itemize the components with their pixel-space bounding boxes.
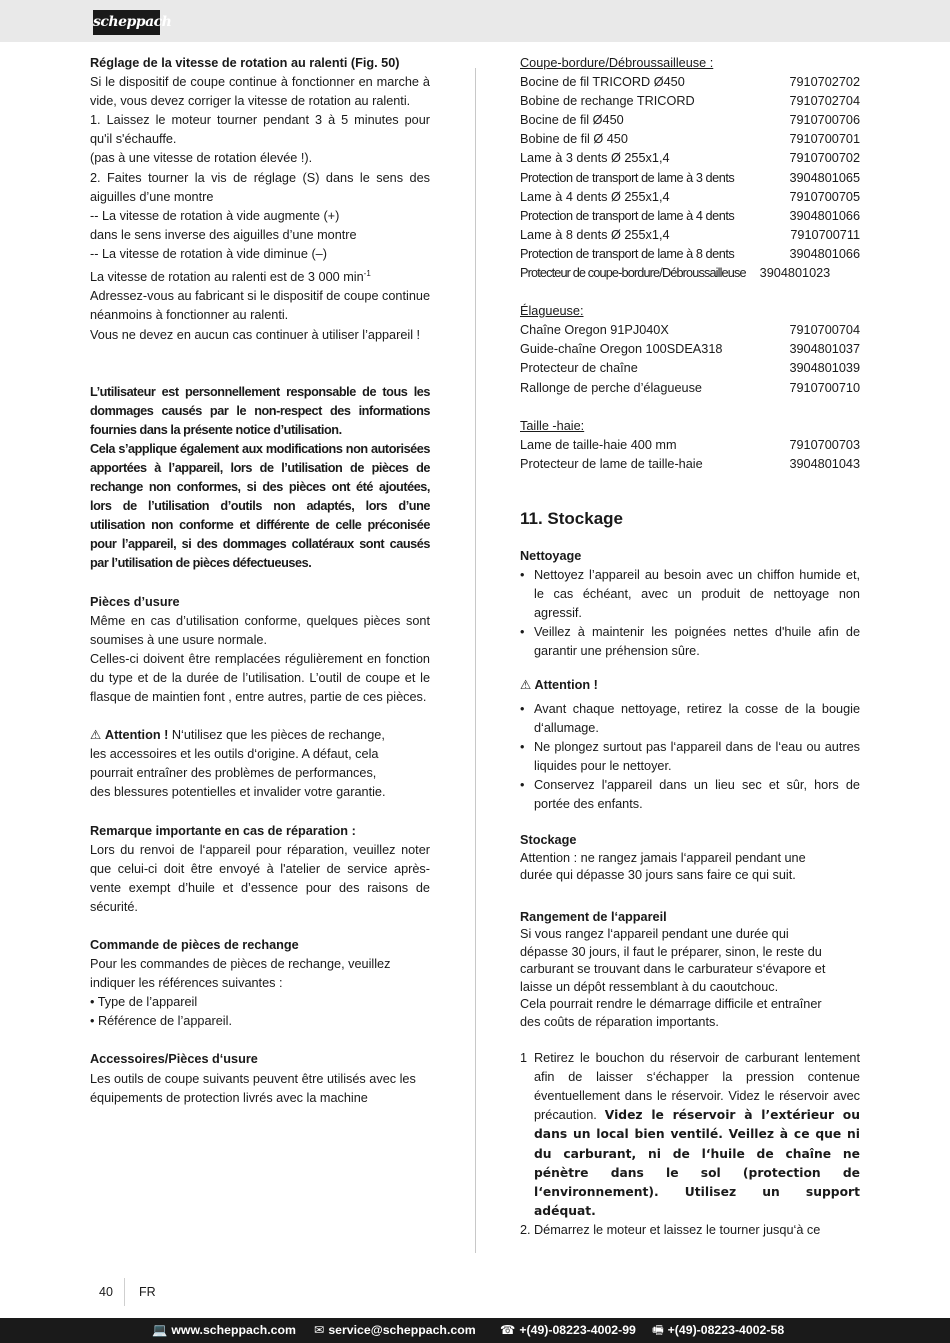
part-code: 7910700702 [789, 151, 860, 166]
list-item: • Avant chaque nettoyage, retirez la cosse de la bougie d‘allumage. [520, 700, 860, 738]
idle-contact-manufacturer: Adressez-vous au fabricant si le dispositif de coupe continue néanmoins à fonctionner au ralenti. [90, 289, 430, 323]
fax-info [652, 1318, 784, 1343]
website-text: www.scheppach.com [171, 1323, 296, 1337]
website-link[interactable] [152, 1318, 296, 1343]
attention-text-4: des blessures potentielles et invalider votre garantie. [90, 785, 386, 800]
rangement-line-6: des coûts de réparation importants. [520, 1014, 719, 1029]
pruner-parts-title: Élagueuse: [520, 304, 584, 319]
warning-triangle-icon: ⚠ [90, 728, 102, 743]
part-name: Protection de transport de lame à 8 dents [520, 246, 735, 261]
idle-increase: -- La vitesse de rotation à vide augmente (+) [90, 208, 340, 223]
liability-paragraph-2: Cela s’applique également aux modifications non autorisées apportées à l’appareil, lors de l’utilisation de pièces de rechange non conformes, si des pièces ont été ajoutées, lors de l’utilisation d’outils non adaptés, lors d’une utilisation non conforme et différente de celle préconisée pour l’appareil, si des dommages collatéraux sont causés par l’utilisation de pièces défectueuses. [90, 441, 430, 571]
part-row [520, 264, 860, 283]
hedge-parts-title: Taille -haie: [520, 418, 585, 433]
idle-rpm-text: La vitesse de rotation au ralenti est de 3 000 min [90, 270, 364, 285]
part-name: Protecteur de coupe-bordure/Débroussailleuse [520, 266, 746, 281]
part-row [520, 359, 860, 378]
step-bold-text: Videz le réservoir à l’extérieur ou dans un local bien ventilé. Veillez à ce que ni du carburant, ni de l‘huile de chaîne ne pénètre dans le sol (protection de l‘environnement). Utilisez un support adéquat. [534, 1108, 860, 1218]
order-parts-paragraph: Pour les commandes de pièces de rechange, veuillez indiquer les références suivantes : [90, 957, 391, 991]
part-code: 7910700705 [789, 189, 860, 204]
part-name: Lame de taille-haie 400 mm [520, 437, 677, 452]
idle-do-not-use: Vous ne devez en aucun cas continuer à utiliser l’appareil ! [90, 327, 421, 342]
attention-block [90, 726, 430, 745]
order-item-type: • Type de l’appareil [90, 995, 198, 1010]
part-name: Bocine de fil TRICORD Ø450 [520, 75, 685, 90]
part-name: Bobine de fil Ø 450 [520, 132, 628, 147]
stockage-line-2: durée qui dépasse 30 jours sans faire ce qui suit. [520, 868, 796, 883]
hedge-parts-list [520, 436, 860, 474]
part-code: 7910702702 [789, 75, 860, 90]
part-name: Guide-chaîne Oregon 100SDEA318 [520, 342, 723, 357]
part-code: 3904801039 [789, 361, 860, 376]
fax-icon: 🖷 [652, 1323, 664, 1337]
email-link[interactable] [314, 1318, 476, 1343]
part-code: 7910700704 [789, 323, 860, 338]
accessories-heading: Accessoires/Pièces d‘usure [90, 1052, 258, 1067]
part-name: Protecteur de chaîne [520, 361, 638, 376]
part-code: 3904801043 [789, 456, 860, 471]
repair-heading: Remarque importante en cas de réparation : [90, 823, 356, 838]
list-item: • Ne plongez surtout pas l‘appareil dans de l‘eau ou autres liquides pour le nettoyer. [520, 738, 860, 776]
step-number: 2. [520, 1222, 531, 1237]
storage-attention-list [520, 700, 860, 815]
rangement-line-4: laisse un dépôt ressemblant à du caoutchouc. [520, 979, 779, 994]
part-row [520, 73, 860, 92]
part-row [520, 111, 860, 130]
part-row [520, 149, 860, 168]
attention-label: Attention ! [104, 728, 169, 743]
header-bar [0, 0, 950, 42]
pruner-parts-list [520, 321, 860, 397]
attention-text-1: N‘utilisez que les pièces de rechange, [168, 728, 385, 743]
part-code: 3904801066 [789, 246, 860, 261]
part-code: 7910700706 [789, 113, 860, 128]
accessories-paragraph: Les outils de coupe suivants peuvent être utilisés avec les équipements de protection livrés avec la machine [90, 1071, 416, 1105]
attention-text-2: les accessoires et les outils d‘origine. A défaut, cela [90, 747, 379, 762]
storage-attention-heading [520, 676, 860, 695]
order-item-reference: • Référence de l’appareil. [90, 1014, 232, 1029]
list-item: • Veillez à maintenir les poignées nettes d'huile afin de garantir une préhension sûre. [520, 623, 860, 661]
part-row [520, 321, 860, 340]
part-name: Lame à 8 dents Ø 255x1,4 [520, 227, 670, 242]
left-column [90, 54, 430, 1108]
idle-step-1-note: (pas à une vitesse de rotation élevée !). [90, 151, 313, 166]
part-name: Bocine de fil Ø450 [520, 113, 624, 128]
wear-parts-p2: Celles-ci doivent être remplacées régulièrement en fonction du type et de la durée de l’utilisation. L’outil de coupe et le flasque de maintien font , entre autres, partie de ces pièces. [90, 651, 430, 705]
idle-step-2: 2. Faites tourner la vis de réglage (S) dans le sens des aiguilles d’une montre [90, 170, 430, 204]
idle-speed-heading: Réglage de la vitesse de rotation au ralenti (Fig. 50) [90, 56, 400, 70]
list-item: • Conservez l'appareil dans un lieu sec et sûr, hors de portée des enfants. [520, 776, 860, 814]
part-code: 7910700710 [789, 380, 860, 395]
repair-paragraph: Lors du renvoi de l‘appareil pour réparation, veuillez noter que celui-ci doit être envoyé à l'atelier de service après-vente exempt d’huile et d’essence pour des raisons de sécurité. [90, 842, 430, 914]
rangement-line-3: carburant se trouvant dans le carburateur s‘évapore et [520, 962, 826, 977]
part-row [520, 455, 860, 474]
storage-section-title: 11. Stockage [520, 508, 624, 528]
part-row [520, 340, 860, 359]
rangement-line-2: dépasse 30 jours, il faut le préparer, sinon, le reste du [520, 944, 822, 959]
storage-steps [520, 1049, 860, 1240]
column-divider [475, 68, 476, 1253]
part-row [520, 169, 860, 188]
stockage-heading: Stockage [520, 833, 577, 848]
page-number: 40 [99, 1285, 113, 1299]
wear-parts-heading: Pièces d’usure [90, 594, 180, 609]
part-name: Lame à 4 dents Ø 255x1,4 [520, 189, 670, 204]
part-code: 3904801065 [789, 170, 860, 185]
email-text: service@scheppach.com [328, 1323, 476, 1337]
part-row [520, 436, 860, 455]
part-row [520, 207, 860, 226]
rangement-line-5: Cela pourrait rendre le démarrage difficile et entraîner [520, 997, 822, 1012]
step-number: 1 [520, 1051, 528, 1066]
language-code: FR [139, 1285, 156, 1299]
order-parts-heading: Commande de pièces de rechange [90, 937, 299, 952]
part-name: Protecteur de lame de taille-haie [520, 456, 703, 471]
fax-text: +(49)-08223-4002-58 [667, 1323, 785, 1337]
phone-icon: ☎ [500, 1323, 516, 1337]
rangement-heading: Rangement de l‘appareil [520, 909, 667, 924]
part-code: 7910702704 [789, 94, 860, 109]
idle-counterclockwise: dans le sens inverse des aiguilles d’une montre [90, 227, 357, 242]
part-code: 3904801037 [789, 342, 860, 357]
phone-text: +(49)-08223-4002-99 [519, 1323, 636, 1337]
part-name: Protection de transport de lame à 4 dents [520, 208, 735, 223]
part-row [520, 130, 860, 149]
part-name: Lame à 3 dents Ø 255x1,4 [520, 151, 670, 166]
scheppach-logo: scheppach [93, 10, 160, 35]
computer-icon: 💻 [152, 1323, 168, 1337]
idle-decrease: -- La vitesse de rotation à vide diminue (–) [90, 246, 327, 261]
liability-paragraph-1: L’utilisateur est personnellement responsable de tous les dommages causés par le non-respect des informations fournies dans la présente notice d’utilisation. [90, 384, 430, 437]
idle-speed-intro: Si le dispositif de coupe continue à fonctionner en marche à vide, vous devez corriger la vitesse de rotation au ralenti. [90, 75, 430, 109]
brushcutter-parts-list [520, 73, 860, 283]
part-code: 7910700711 [790, 227, 860, 242]
part-code: 3904801066 [789, 208, 860, 223]
right-column [520, 54, 860, 1240]
part-row [520, 188, 860, 207]
storage-step-2 [520, 1221, 860, 1240]
part-name: Chaîne Oregon 91PJ040X [520, 323, 669, 338]
storage-step-1 [520, 1049, 860, 1221]
idle-rpm-line [90, 264, 430, 287]
step-text: Démarrez le moteur et laissez le tourner jusqu‘à ce [534, 1222, 821, 1237]
idle-step-1: 1. Laissez le moteur tourner pendant 3 à 5 minutes pour qu'il s'échauffe. [90, 113, 430, 147]
brushcutter-parts-title: Coupe-bordure/Débroussailleuse : [520, 56, 714, 70]
part-code: 7910700703 [789, 437, 860, 452]
wear-parts-p1: Même en cas d’utilisation conforme, quelques pièces sont soumises à une usure normale. [90, 613, 430, 647]
part-row [520, 92, 860, 111]
mail-icon: ✉ [314, 1323, 325, 1337]
stockage-line-1: Attention : ne rangez jamais l‘appareil pendant une [520, 850, 806, 865]
part-name: Rallonge de perche d’élagueuse [520, 380, 702, 395]
rangement-line-1: Si vous rangez l‘appareil pendant une durée qui [520, 927, 789, 942]
cleaning-list [520, 566, 860, 661]
cleaning-heading: Nettoyage [520, 548, 582, 563]
part-name: Protection de transport de lame à 3 dents [520, 170, 735, 185]
part-name: Bobine de rechange TRICORD [520, 94, 695, 109]
contact-bar [0, 1318, 950, 1343]
attention-text-3: pourrait entraîner des problèmes de performances, [90, 766, 377, 781]
storage-attention-label: Attention ! [534, 678, 598, 693]
list-item: • Nettoyez l’appareil au besoin avec un chiffon humide et, le cas échéant, avec un produit de nettoyage non agressif. [520, 566, 860, 623]
part-code: 7910700701 [789, 132, 860, 147]
phone-link[interactable] [500, 1318, 636, 1343]
part-row [520, 245, 860, 264]
part-row [520, 226, 860, 245]
warning-triangle-icon: ⚠ [520, 678, 532, 693]
footer-divider [124, 1278, 125, 1306]
part-row [520, 379, 860, 398]
part-code: 3904801023 [759, 266, 831, 281]
stockage-block [520, 832, 860, 1031]
idle-rpm-sup: -1 [363, 269, 371, 279]
step-text: Retirez le bouchon du réservoir de carburant lentement afin de laisser s‘échapper la pression contenue éventuellement dans le réservoir. Videz le réservoir avec précaution. [534, 1051, 860, 1123]
